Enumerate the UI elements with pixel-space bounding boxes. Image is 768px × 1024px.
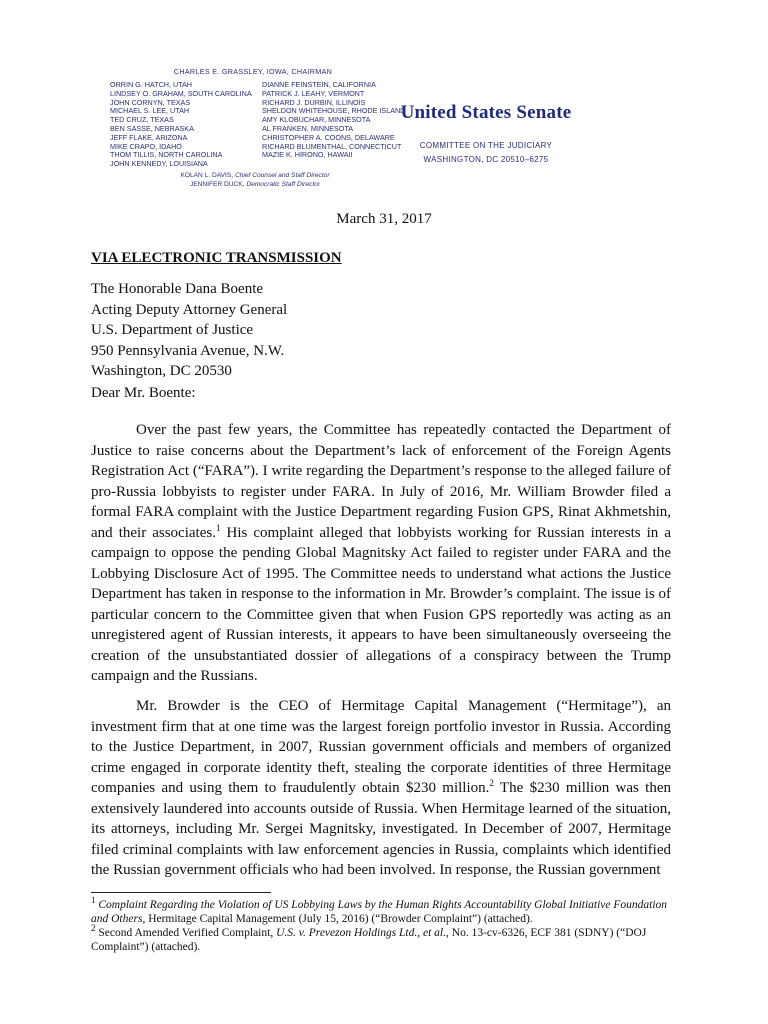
footnote-ref-2: 2 bbox=[489, 778, 494, 788]
member-name: TED CRUZ, TEXAS bbox=[110, 115, 174, 125]
footnote-1: $^1$ Complaint Regarding the Violation of US Lobbying Laws by the Human Rights Accountability Global Initiative Foundation and Others, Hermitage Capital Management (July 15, 2016) (“Browder Complaint”) (attached). bbox=[91, 895, 668, 925]
member-name: MAZIE K. HIRONO, HAWAII bbox=[262, 150, 353, 160]
majority-members-list bbox=[110, 81, 252, 169]
member-name: CHRISTOPHER A. COONS, DELAWARE bbox=[262, 132, 395, 142]
address-line: 950 Pennsylvania Avenue, N.W. bbox=[91, 342, 285, 359]
body-paragraph-1: Over the past few years, the Committee has repeatedly contacted the Department of Justice to raise concerns about the Department’s lack of enforcement of the Foreign Agents Registration Act (“FARA”). I write regarding the Department’s response to the alleged failure of pro-Russia lobbyists to register under FARA. In July of 2016, Mr. William Browder filed a formal FARA complaint with the Justice Department regarding Fusion GPS, Rinat Akhmetshin, and their associates.$^1$ His complaint alleged that lobbyists working for Russian interests in a campaign to oppose the pending Global Magnitsky Act failed to register under FARA and the Lobbying Disclosure Act of 1995. The Committee needs to understand what actions the Justice Department has taken in response to the information in Mr. Browder’s complaint. The issue is of particular concern to the Committee given that when Fusion GPS reportedly was acting as an unregistered agent of Russian interests, it appears to have been simultaneously overseeing the creation of the unsubstantiated dossier of allegations of a conspiracy between the Trump campaign and the Russians. bbox=[91, 422, 671, 684]
member-name: SHELDON WHITEHOUSE, RHODE ISLAND bbox=[262, 106, 406, 116]
footnote-2: $^2$ Second Amended Verified Complaint, U.S. v. Prevezon Holdings Ltd., et al., No. 13-cv-6326, ECF 381 (SDNY) (“DOJ Complaint”) (attached). bbox=[91, 923, 647, 953]
member-name: THOM TILLIS, NORTH CAROLINA bbox=[110, 150, 223, 160]
staff-directors bbox=[145, 172, 365, 189]
member-name: RICHARD BLUMENTHAL, CONNECTICUT bbox=[262, 141, 402, 151]
address-line: Acting Deputy Attorney General bbox=[91, 301, 288, 318]
transmission-method: VIA ELECTRONIC TRANSMISSION bbox=[91, 250, 342, 266]
chairman-line: CHARLES E. GRASSLEY, IOWA, CHAIRMAN bbox=[173, 67, 333, 76]
committee-block bbox=[398, 139, 574, 167]
body-paragraph-2: Mr. Browder is the CEO of Hermitage Capital Management (“Hermitage”), an investment firm that at one time was the largest foreign portfolio investor in Russia. According to the Justice Department, in 2007, Russian government officials and members of organized crime engaged in corporate identity theft, stealing the corporate identities of three Hermitage companies and using them to fraudulently obtain $230 million.$^2$ The $230 million was then extensively laundered into accounts outside of Russia. When Hermitage learned of the situation, its attorneys, including Mr. Sergei Magnitsky, investigated. In December of 2007, Hermitage filed criminal complaints with law enforcement agencies in Russia, complaints which identified the Russian government officials who had been involved. In response, the Russian government bbox=[91, 698, 672, 878]
minority-members-list bbox=[262, 81, 405, 160]
member-name: JOHN KENNEDY, LOUISIANA bbox=[110, 159, 208, 169]
member-name: RICHARD J. DURBIN, ILLINOIS bbox=[262, 97, 366, 107]
democratic-staff-director-line: JENNIFER DUCK, Democratic Staff Director bbox=[189, 180, 321, 188]
committee-address: WASHINGTON, DC 20510–6275 bbox=[423, 155, 549, 164]
member-name: LINDSEY O. GRAHAM, SOUTH CAROLINA bbox=[110, 88, 252, 98]
letterhead bbox=[0, 0, 768, 200]
member-name: DIANNE FEINSTEIN, CALIFORNIA bbox=[262, 80, 376, 89]
senate-title: United States Senate bbox=[400, 102, 572, 123]
member-name: PATRICK J. LEAHY, VERMONT bbox=[262, 88, 365, 98]
letter-date: March 31, 2017 bbox=[336, 211, 432, 227]
member-name: AMY KLOBUCHAR, MINNESOTA bbox=[262, 115, 371, 125]
member-name: AL FRANKEN, MINNESOTA bbox=[262, 123, 354, 133]
footnote-divider bbox=[91, 892, 271, 893]
member-name: JEFF FLAKE, ARIZONA bbox=[110, 132, 188, 142]
committee-name: COMMITTEE ON THE JUDICIARY bbox=[419, 141, 553, 150]
member-name: MICHAEL S. LEE, UTAH bbox=[110, 106, 190, 116]
footnotes bbox=[91, 895, 676, 954]
address-line: U.S. Department of Justice bbox=[91, 322, 254, 338]
member-name: JOHN CORNYN, TEXAS bbox=[110, 97, 191, 107]
address-line: Washington, DC 20530 bbox=[91, 363, 232, 379]
address-line: The Honorable Dana Boente bbox=[91, 281, 264, 297]
salutation: Dear Mr. Boente: bbox=[91, 385, 196, 401]
footnote-ref-1: 1 bbox=[215, 522, 221, 533]
recipient-address bbox=[91, 279, 671, 382]
member-name: BEN SASSE, NEBRASKA bbox=[110, 123, 194, 133]
chief-counsel-line: KOLAN L. DAVIS, Chief Counsel and Staff Director bbox=[180, 172, 330, 179]
member-name: MIKE CRAPO, IDAHO bbox=[110, 141, 182, 151]
member-name: ORRIN G. HATCH, UTAH bbox=[110, 80, 192, 89]
